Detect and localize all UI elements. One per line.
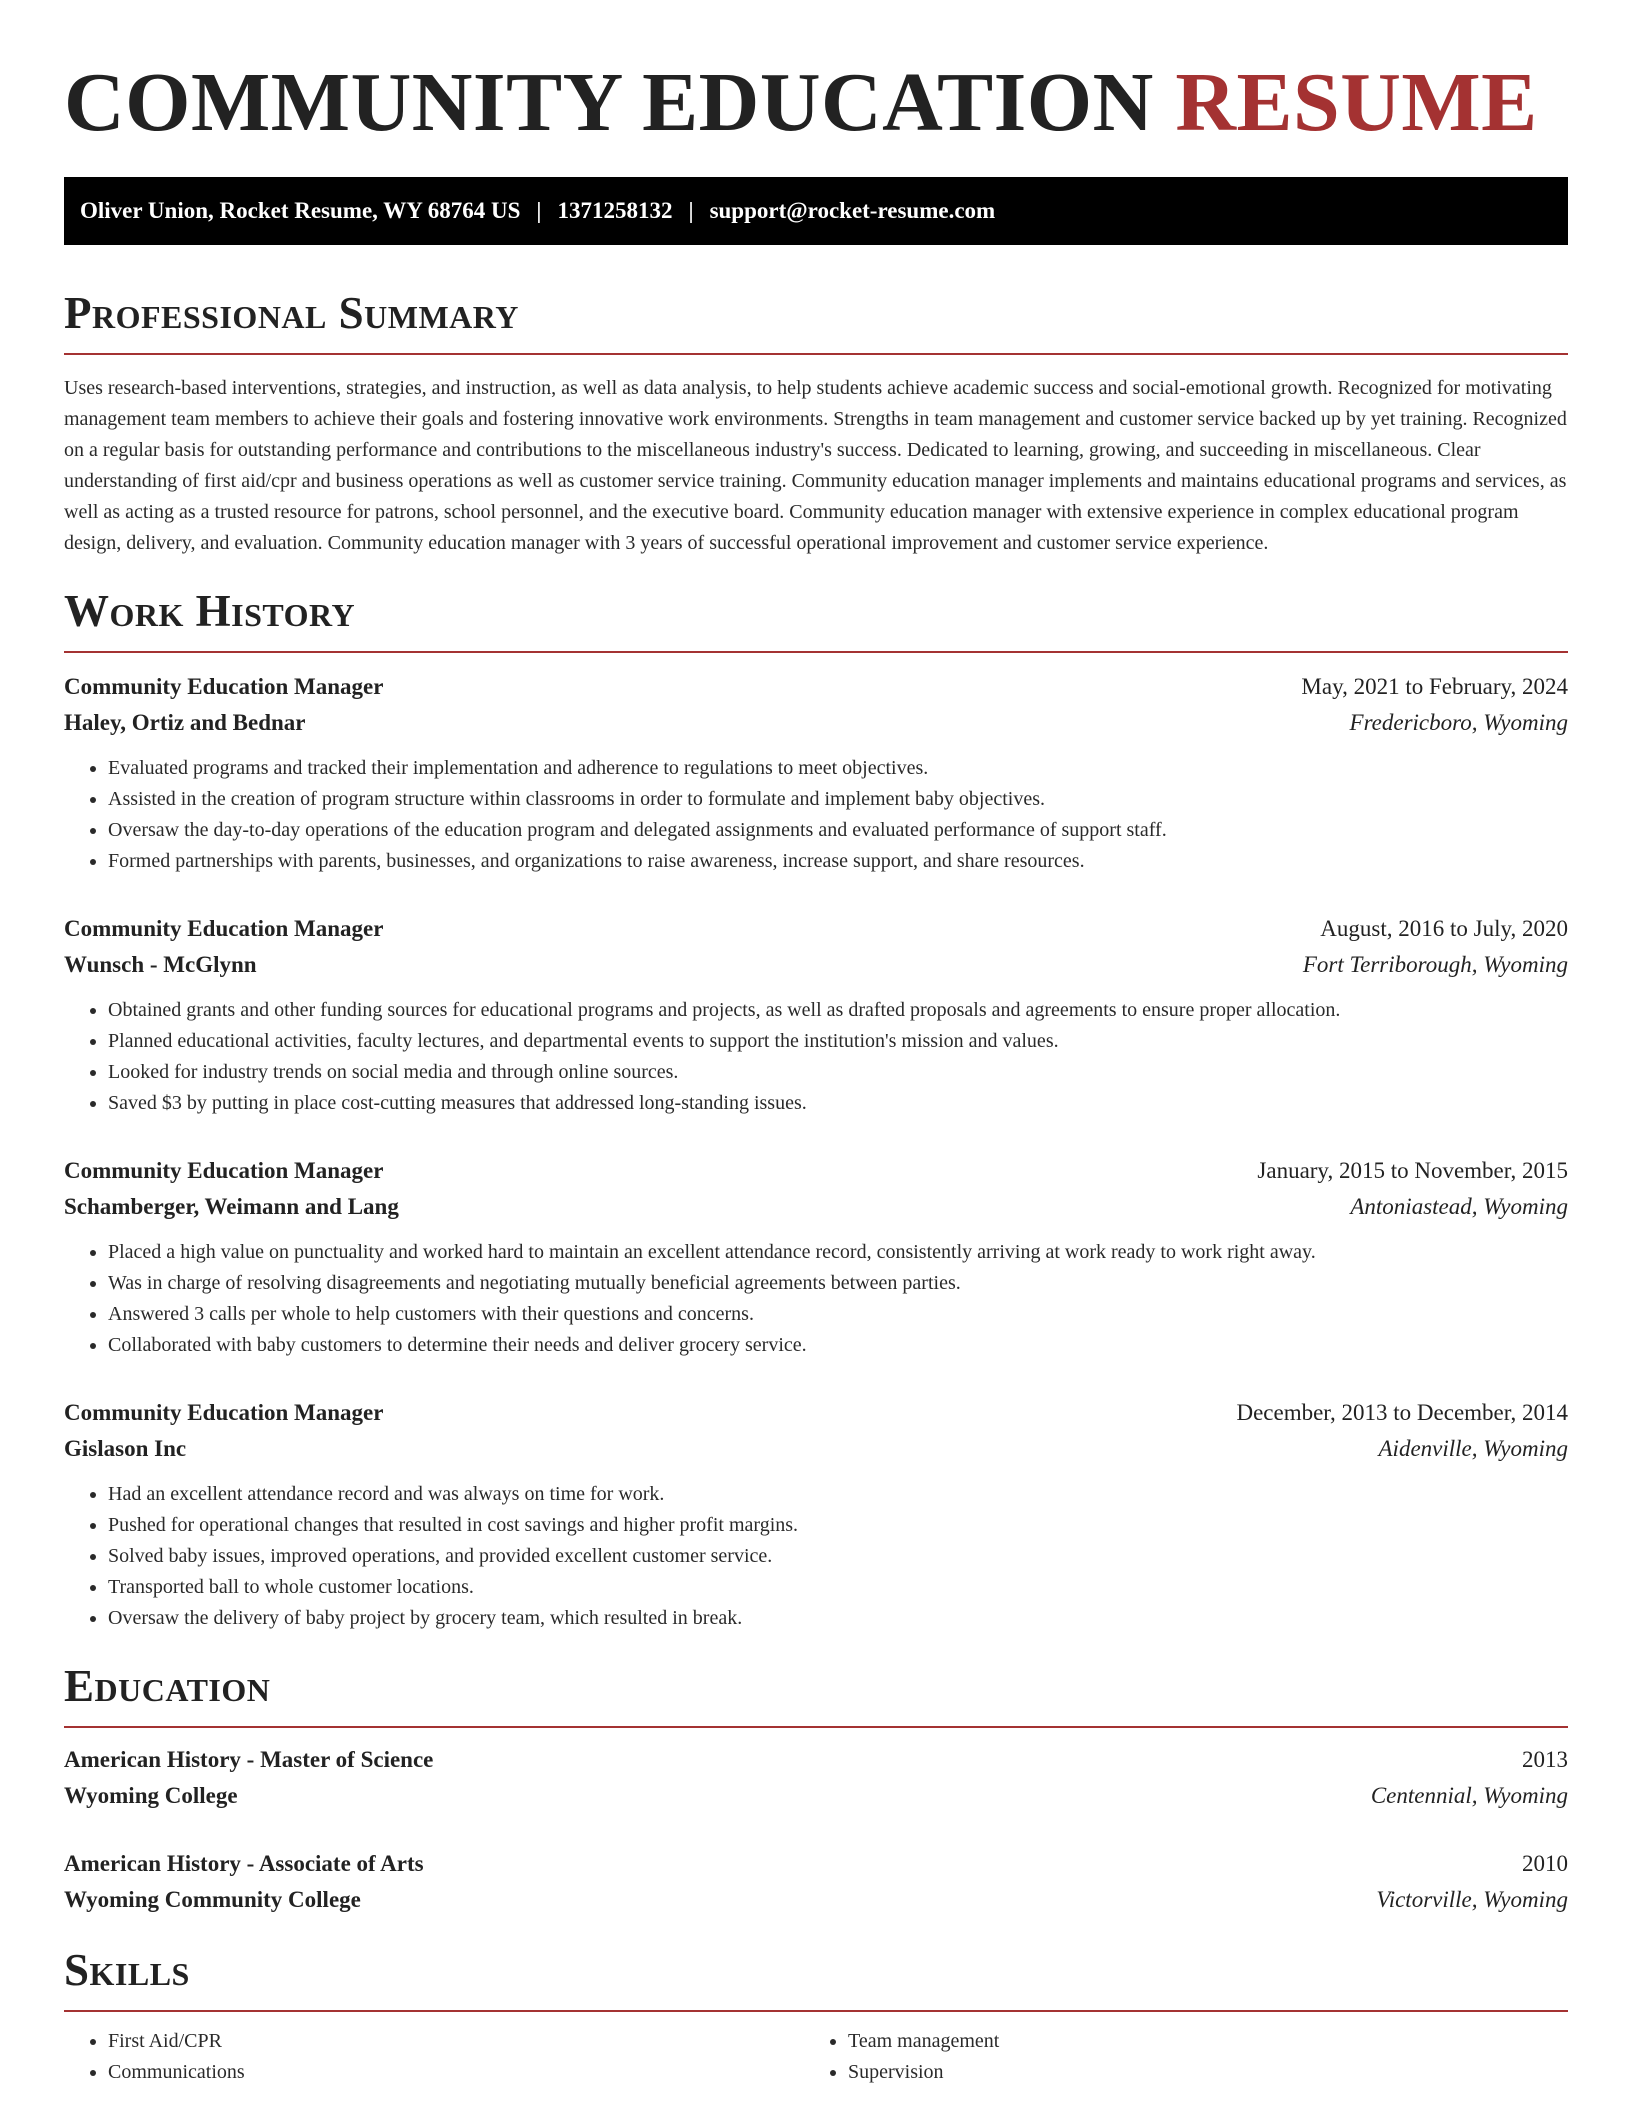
contact-separator: | (536, 198, 542, 223)
job-bullet: • Oversaw the delivery of baby project by grocery team, which resulted in break. (108, 1603, 1568, 1634)
job-bullet: • Answered 3 calls per whole to help customers with their questions and concerns. (108, 1299, 1568, 1330)
education-school: Wyoming Community College (64, 1887, 361, 1912)
job-bullets (64, 1237, 1568, 1361)
education-school-row (64, 1882, 1568, 1918)
contact-email: support@rocket-resume.com (709, 198, 996, 223)
job-bullet: • Pushed for operational changes that resulted in cost savings and higher profit margins. (108, 1510, 1568, 1541)
skills-column-right (804, 2026, 1544, 2088)
job-bullet: • Looked for industry trends on social media and through online sources. (108, 1057, 1568, 1088)
section-divider (64, 2010, 1568, 2012)
job-title: Community Education Manager (64, 1400, 384, 1425)
job-company-row (64, 1189, 1568, 1225)
job-location: Fort Terriborough, Wyoming (1302, 952, 1568, 977)
section-divider (64, 1726, 1568, 1728)
work-history-heading: Work History (64, 586, 356, 636)
job-bullet: • Placed a high value on punctuality and worked hard to maintain an excellent attendance record, consistently arriving at work ready to work right away. (108, 1237, 1568, 1268)
job-bullets (64, 753, 1568, 877)
job-dates: January, 2015 to November, 2015 (1257, 1158, 1568, 1183)
job-title: Community Education Manager (64, 916, 384, 941)
job-dates: August, 2016 to July, 2020 (1320, 916, 1568, 941)
job-dates: May, 2021 to February, 2024 (1301, 674, 1568, 699)
education-heading: Education (64, 1661, 271, 1711)
education-school-row (64, 1778, 1568, 1814)
job-bullet: • Was in charge of resolving disagreements and negotiating mutually beneficial agreements between parties. (108, 1268, 1568, 1299)
job-location: Antoniastead, Wyoming (1350, 1194, 1568, 1219)
job-bullet: • Solved baby issues, improved operations, and provided excellent customer service. (108, 1541, 1568, 1572)
education-location: Victorville, Wyoming (1376, 1887, 1568, 1912)
job-entry (64, 669, 1568, 877)
job-company: Schamberger, Weimann and Lang (64, 1194, 399, 1219)
job-title: Community Education Manager (64, 1158, 384, 1183)
job-company: Wunsch - McGlynn (64, 952, 257, 977)
job-bullet: • Saved $3 by putting in place cost-cutting measures that addressed long-standing issues. (108, 1088, 1568, 1119)
job-header-row (64, 669, 1568, 705)
contact-address: Oliver Union, Rocket Resume, WY 68764 US (80, 198, 521, 223)
job-company-row (64, 947, 1568, 983)
skill-item: • Supervision (848, 2057, 1544, 2088)
skills-column-left (64, 2026, 804, 2088)
contact-bar (64, 177, 1568, 245)
job-bullet: • Planned educational activities, faculty lectures, and departmental events to support the institution's mission and values. (108, 1026, 1568, 1057)
skill-item: • First Aid/CPR (108, 2026, 804, 2057)
job-bullet: • Oversaw the day-to-day operations of the education program and delegated assignments and evaluated performance of support staff. (108, 815, 1568, 846)
summary-text: Uses research-based interventions, strategies, and instruction, as well as data analysis, to help students achieve academic success and social-emotional growth. Recognized for motivating management team members to achieve their goals and fostering innovative work environments. Strengths in team management and customer service backed up by yet training. Recognized on a regular basis for outstanding performance and contributions to the miscellaneous industry's success. Dedicated to learning, growing, and succeeding in miscellaneous. Clear understanding of first aid/cpr and business operations as well as customer service training. Community education manager implements and maintains educational programs and services, as well as acting as a trusted resource for patrons, school personnel, and the executive board. Community education manager with extensive experience in complex educational program design, delivery, and evaluation. Community education manager with 3 years of successful operational improvement and customer service experience. (64, 377, 1567, 554)
job-entry (64, 1153, 1568, 1361)
job-location: Fredericboro, Wyoming (1349, 710, 1568, 735)
summary-heading: Professional Summary (64, 288, 519, 338)
job-bullet: • Evaluated programs and tracked their implementation and adherence to regulations to meet objectives. (108, 753, 1568, 784)
skill-item: • Team management (848, 2026, 1544, 2057)
education-entry (64, 1742, 1568, 1814)
job-bullet: • Had an excellent attendance record and was always on time for work. (108, 1479, 1568, 1510)
job-company: Gislason Inc (64, 1436, 187, 1461)
job-bullet: • Assisted in the creation of program structure within classrooms in order to formulate and implement baby objectives. (108, 784, 1568, 815)
job-header-row (64, 1153, 1568, 1189)
title-main: COMMUNITY EDUCATION (64, 56, 1154, 149)
title-accent: RESUME (1175, 56, 1538, 149)
education-year: 2010 (1522, 1851, 1568, 1876)
resume-title (64, 0, 1568, 148)
job-dates: December, 2013 to December, 2014 (1236, 1400, 1568, 1425)
job-header-row (64, 911, 1568, 947)
job-company-row (64, 1431, 1568, 1467)
contact-separator: | (688, 198, 694, 223)
job-bullets (64, 995, 1568, 1119)
education-year: 2013 (1522, 1747, 1568, 1772)
education-school: Wyoming College (64, 1783, 238, 1808)
contact-phone: 1371258132 (557, 198, 673, 223)
section-divider (64, 651, 1568, 653)
education-degree: American History - Associate of Arts (64, 1851, 424, 1876)
education-degree-row (64, 1742, 1568, 1778)
skill-item: • Communications (108, 2057, 804, 2088)
education-location: Centennial, Wyoming (1370, 1783, 1568, 1808)
job-entry (64, 911, 1568, 1119)
job-header-row (64, 1395, 1568, 1431)
job-bullet: • Formed partnerships with parents, businesses, and organizations to raise awareness, increase support, and share resources. (108, 846, 1568, 877)
job-company: Haley, Ortiz and Bednar (64, 710, 306, 735)
job-title: Community Education Manager (64, 674, 384, 699)
job-bullet: • Obtained grants and other funding sources for educational programs and projects, as well as drafted proposals and agreements to ensure proper allocation. (108, 995, 1568, 1026)
job-bullet: • Transported ball to whole customer locations. (108, 1572, 1568, 1603)
job-entry (64, 1395, 1568, 1634)
education-degree: American History - Master of Science (64, 1747, 434, 1772)
education-entry (64, 1846, 1568, 1918)
job-bullets (64, 1479, 1568, 1634)
skills-heading: Skills (64, 1945, 190, 1995)
job-company-row (64, 705, 1568, 741)
section-divider (64, 353, 1568, 355)
job-bullet: • Collaborated with baby customers to determine their needs and deliver grocery service. (108, 1330, 1568, 1361)
skills-grid (64, 2026, 1568, 2088)
job-location: Aidenville, Wyoming (1378, 1436, 1568, 1461)
education-degree-row (64, 1846, 1568, 1882)
